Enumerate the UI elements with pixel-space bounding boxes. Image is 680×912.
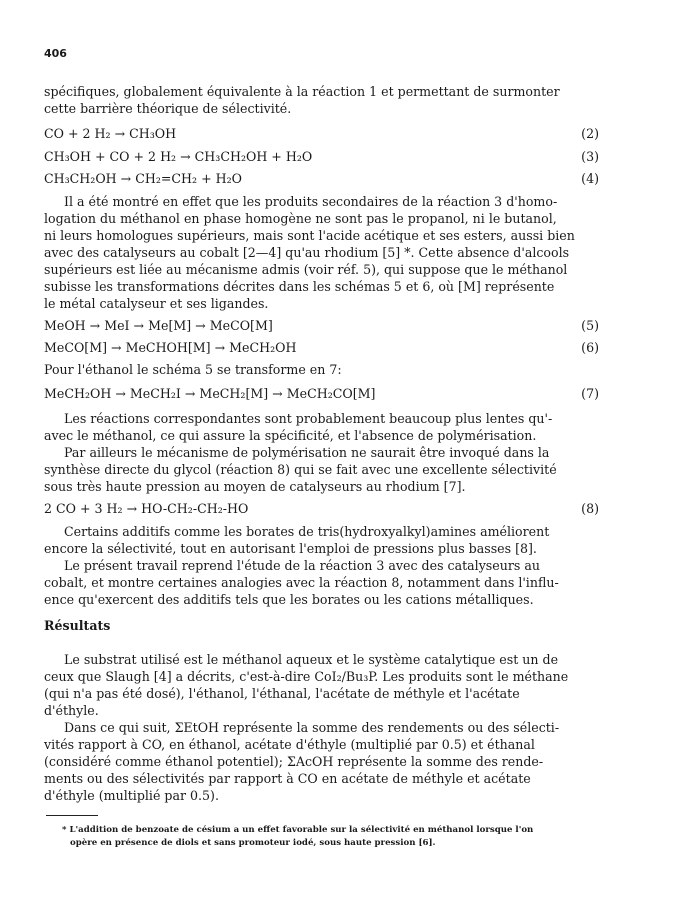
equation-formula: MeCH₂OH → MeCH₂I → MeCH₂[M] → MeCH₂CO[M] bbox=[44, 386, 376, 401]
text-line: le métal catalyseur et ses ligandes. bbox=[44, 296, 269, 311]
text-line: cobalt, et montre certaines analogies avec la réaction 8, notamment dans l'influ- bbox=[44, 575, 559, 590]
equation-label: (5) bbox=[581, 318, 599, 333]
text-line: Dans ce qui suit, ΣEtOH représente la somme des rendements ou des sélecti- bbox=[64, 720, 560, 735]
equation-formula: MeCO[M] → MeCHOH[M] → MeCH₂OH bbox=[44, 340, 297, 355]
equation-formula: CH₃OH + CO + 2 H₂ → CH₃CH₂OH + H₂O bbox=[44, 149, 313, 164]
text-line: synthèse directe du glycol (réaction 8) qui se fait avec une excellente sélectivité bbox=[44, 462, 557, 477]
text-line: ceux que Slaugh [4] a décrits, c'est-à-dire CoI₂/Bu₃P. Les produits sont le méthane bbox=[44, 669, 569, 684]
equation-8 bbox=[44, 500, 599, 517]
equation-label: (6) bbox=[581, 340, 599, 355]
equation-label: (3) bbox=[581, 149, 599, 164]
text-line: avec le méthanol, ce qui assure la spécificité, et l'absence de polymérisation. bbox=[44, 428, 537, 443]
equation-2 bbox=[44, 125, 599, 142]
equation-5 bbox=[44, 317, 599, 334]
equation-formula: CO + 2 H₂ → CH₃OH bbox=[44, 126, 177, 141]
text-line: spécifiques, globalement équivalente à la réaction 1 et permettant de surmonter bbox=[44, 84, 560, 99]
text-line: ni leurs homologues supérieurs, mais sont l'acide acétique et ses esters, aussi bien bbox=[44, 228, 575, 243]
text-line: supérieurs est liée au mécanisme admis (voir réf. 5), qui suppose que le méthanol bbox=[44, 262, 568, 277]
text-line: Certains additifs comme les borates de tris(hydroxyalkyl)amines améliorent bbox=[64, 524, 550, 539]
page-number: 406 bbox=[44, 47, 67, 60]
equation-label: (7) bbox=[581, 386, 599, 401]
footnote-line: opère en présence de diols et sans promoteur iodé, sous haute pression [6]. bbox=[70, 838, 436, 848]
text-line: Le substrat utilisé est le méthanol aqueux et le système catalytique est un de bbox=[64, 652, 559, 667]
equation-7 bbox=[44, 385, 599, 402]
text-line: ments ou des sélectivités par rapport à CO en acétate de méthyle et acétate bbox=[44, 771, 531, 786]
text-line: (qui n'a pas été dosé), l'éthanol, l'éthanal, l'acétate de méthyle et l'acétate bbox=[44, 686, 520, 701]
equation-label: (2) bbox=[581, 126, 599, 141]
text-line: vités rapport à CO, en éthanol, acétate d'éthyle (multiplié par 0.5) et éthanal bbox=[44, 737, 535, 752]
text-line: d'éthyle (multiplié par 0.5). bbox=[44, 788, 219, 803]
text-line: encore la sélectivité, tout en autorisant l'emploi de pressions plus basses [8]. bbox=[44, 541, 537, 556]
equation-formula: 2 CO + 3 H₂ → HO-CH₂-CH₂-HO bbox=[44, 501, 249, 516]
text-line: logation du méthanol en phase homogène ne sont pas le propanol, ni le butanol, bbox=[44, 211, 557, 226]
equation-3 bbox=[44, 148, 599, 165]
text-line: Le présent travail reprend l'étude de la réaction 3 avec des catalyseurs au bbox=[64, 558, 540, 573]
text-line: avec des catalyseurs au cobalt [2—4] qu'au rhodium [5] *. Cette absence d'alcools bbox=[44, 245, 570, 260]
text-line: cette barrière théorique de sélectivité. bbox=[44, 101, 292, 116]
equation-formula: MeOH → MeI → Me[M] → MeCO[M] bbox=[44, 318, 273, 333]
footnote-divider bbox=[46, 815, 98, 816]
equation-6 bbox=[44, 339, 599, 356]
text-line: Les réactions correspondantes sont probablement beaucoup plus lentes qu'- bbox=[64, 411, 553, 426]
text-line: subisse les transformations décrites dans les schémas 5 et 6, où [M] représente bbox=[44, 279, 555, 294]
equation-label: (4) bbox=[581, 171, 599, 186]
equation-formula: CH₃CH₂OH → CH₂=CH₂ + H₂O bbox=[44, 171, 243, 186]
footnote-line: * L'addition de benzoate de césium a un effet favorable sur la sélectivité en méthanol lorsque l'on bbox=[62, 825, 534, 835]
text-line: (considéré comme éthanol potentiel); ΣAcOH représente la somme des rende- bbox=[44, 754, 544, 769]
text-line: Pour l'éthanol le schéma 5 se transforme en 7: bbox=[44, 362, 342, 377]
equation-label: (8) bbox=[581, 501, 599, 516]
text-line: sous très haute pression au moyen de catalyseurs au rhodium [7]. bbox=[44, 479, 466, 494]
section-heading: Résultats bbox=[44, 618, 111, 633]
text-line: ence qu'exercent des additifs tels que les borates ou les cations métalliques. bbox=[44, 592, 534, 607]
text-line: d'éthyle. bbox=[44, 703, 99, 718]
text-line: Il a été montré en effet que les produits secondaires de la réaction 3 d'homo- bbox=[64, 194, 558, 209]
equation-4 bbox=[44, 170, 599, 187]
text-line: Par ailleurs le mécanisme de polymérisation ne saurait être invoqué dans la bbox=[64, 445, 550, 460]
